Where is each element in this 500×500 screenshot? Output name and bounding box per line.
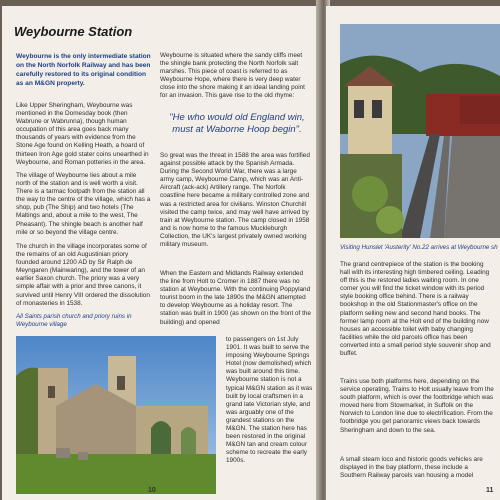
right-page [326, 6, 500, 500]
church-paragraph: The church in the village incorporates some of the remains of an old Augustinian priory founded around 1200 AD by Sir Ralph de Meyngaren (Mainwaring), and the tower of an earlier Saxon church. The priory was a very simple affair with a prior and three canons, it survived until Henry VIII ordered the dissolution of monasteries in 1538. [16, 243, 150, 307]
booking-hall-paragraph: The grand centrepiece of the station is the booking hall with its interesting high timbered ceiling. Leading off this is the restored ladies waiting room. In one corner you will find the ticket window with its period style booking office behind. There is a railway bookshop in the old Stationmaster's office on the platform selling new and second hand books. The former lamp room at the Holt end of the building now houses an accessible toilet with baby changing facilities while the old parcels office has been converted into a small period style souvenir shop and buffet. [340, 261, 491, 358]
village-paragraph: The village of Weybourne lies about a mile north of the station and is well worth a visit. There is a tarmac footpath from the station all the way to the centre of the village, which has a shop, pub (The Ship) and two hotels (The Maltings and, about a mile to the west, The Pheasant). The shingle beach is another half mile or so beyond the village centre. [16, 172, 151, 236]
train-photo-caption: Visiting Hunslet 'Austerity' No.22 arrives at Weybourne sh [340, 244, 498, 251]
railway-history-paragraph-b: to passengers on 1st July 1901. It was built to serve the imposing Weybourne Springs Hotel (now demolished) which was built around this time. Weybourne station is not a typical M&GN station as it was built by local craftsmen in a grand late Victorian style, and was arguably one of the grandest stations on the M&GN. The station here has been restored in the original M&GN tan and cream colour scheme to recreate the early 1900s. [226, 336, 313, 465]
church-ruins-photo [16, 336, 216, 494]
old-rhyme-quote: "He who would old England win, must at Waborne Hoop begin". [169, 112, 305, 135]
church-photo-caption: All Saints parish church and priory ruins in Weybourne village [16, 313, 132, 329]
coast-paragraph: Weybourne is situated where the sandy cliffs meet the shingle bank protecting the North Norfolk salt marshes. This piece of coast is referred to as Weybourne Hope, where there is very deep water close into the shore making it an ideal landing point for an invasion. This gave rise to the old rhyme: [160, 52, 305, 100]
history-paragraph: Like Upper Sheringham, Weybourne was mentioned in the Domesday book (then Wabrune or Wabrunna), though human occupation of this area goes back many thousands of years with evidence from the Stone Age found on Kelling Heath, a hoard of thirteen Iron Age gold stater coins unearthed in Weybourne, and Roman potteries in the area. [16, 102, 149, 166]
military-paragraph: So great was the threat in 1588 the area was fortified against possible attack by the Spanish Armada. During the Second World War, there was a large army camp, Weybourne Camp, which was an Anti-Aircraft (ack-ack) Artillery range. The Norfolk coastline here became a military controlled zone and was a restricted area for civilians. Winston Churchill visited the camp twice, and may well have arrived by train at Weybourne station. The camp closed in 1958 and is now home to the famous Muckleburgh Collection, the UK's largest privately owned working military museum. [160, 152, 310, 249]
platforms-paragraph: Trains use both platforms here, depending on the service operating. Trains to Holt usually leave from the south platform, which is over the footbridge which was moved here from Stowmarket, in Suffolk on the Norwich to London line due to electrification. From the footbridge you get panoramic views back towards Sheringham and down to the sea. [340, 378, 494, 434]
page-number-left: 10 [148, 487, 156, 494]
railway-history-paragraph-a: When the Eastern and Midlands Railway extended the line from Holt to Cromer in 1887 there was no station at Weybourne. With the continuing Poppyland tourist boom in the late 1890s the M&GN attempted to develop Weybourne as a holiday resort. The station was built in 1900 (as shown on the front of the building) and opened [160, 270, 311, 326]
page-number-right: 11 [486, 487, 494, 494]
bay-platform-paragraph: A small steam loco and historic goods vehicles are displayed in the bay platform, these include a Southern Railway parcels van housing a model [340, 456, 483, 480]
station-train-photo [340, 24, 500, 238]
intro-paragraph: Weybourne is the only intermediate station on the North Norfolk Railway and has been carefully restored to its original condition as an M&GN property. [16, 53, 151, 87]
article-title: Weybourne Station [14, 24, 133, 39]
left-page [2, 6, 320, 500]
